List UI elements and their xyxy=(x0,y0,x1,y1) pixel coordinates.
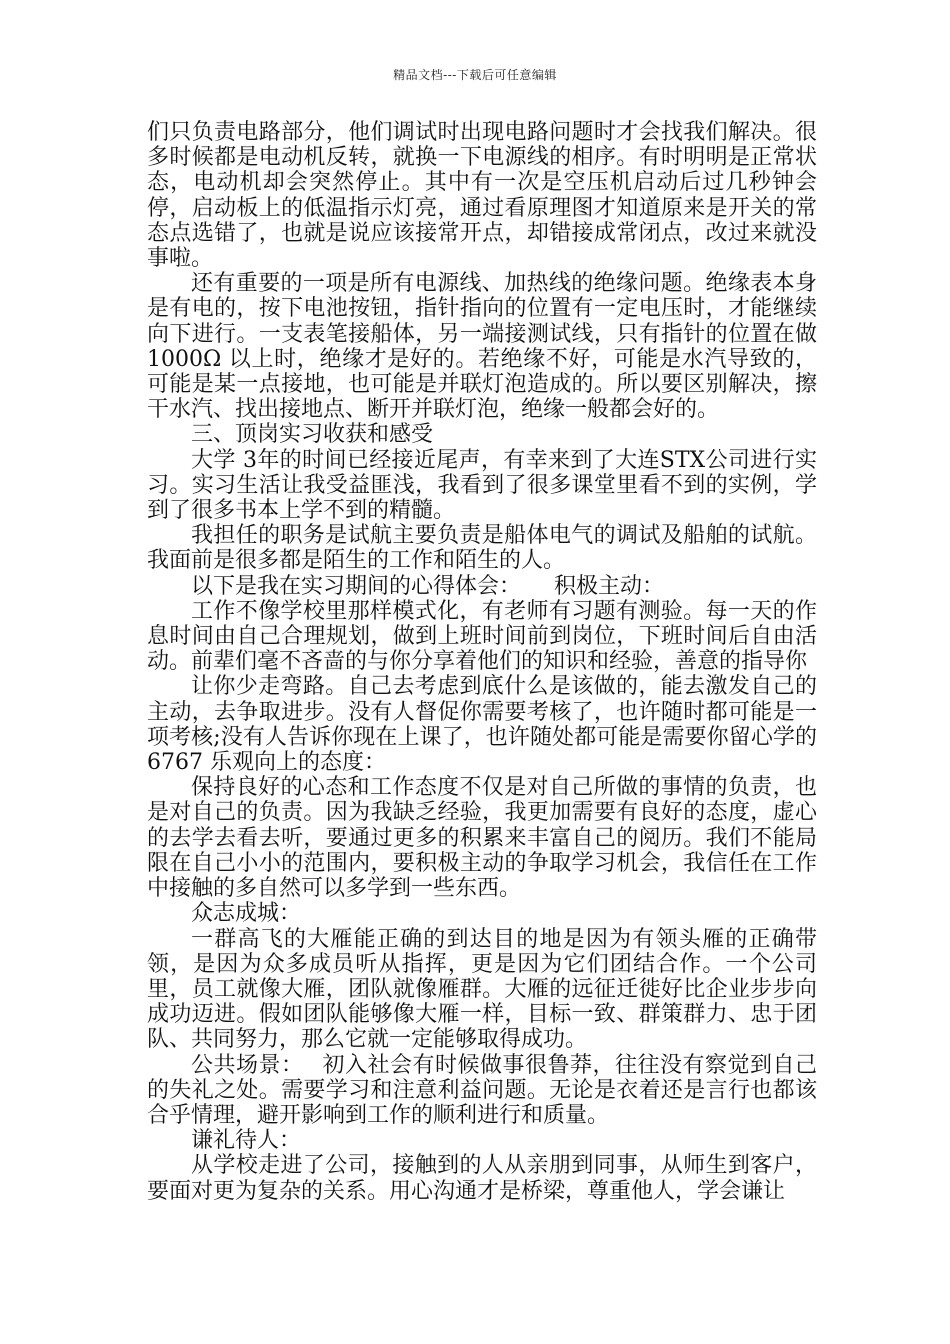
subheading: 众志成城： xyxy=(191,901,302,927)
paragraph: 还有重要的一项是所有电源线、加热线的绝缘问题。绝缘表本身是有电的，按下电池按钮，指针指向的位置有一定电压时，才能继续向下进行。一支表笔接船体，另一端接测试线，只有指针的位置在做1000Ω 以上时，绝缘才是好的。若绝缘不好，可能是水汽导致的，可能是某一点接地，也可能是并联灯泡造成的。所以要区别解决，擦干水汽、找出接地点、断开并联灯泡，绝缘一般都会好的。 xyxy=(147,271,817,423)
paragraph: 大学 3年的时间已经接近尾声，有幸来到了大连STX公司进行实习。实习生活让我受益匪浅，我看到了很多课堂里看不到的实例，学到了很多书本上学不到的精髓。 xyxy=(147,447,817,524)
section-heading: 三、顶岗实习收获和感受 xyxy=(191,422,434,448)
paragraph: 我担任的职务是试航主要负责是船体电气的调试及船舶的试航。我面前是很多都是陌生的工作和陌生的人。 xyxy=(147,523,817,574)
document-body xyxy=(147,120,817,1204)
paragraph: 工作不像学校里那样模式化，有老师有习题有测验。每一天的作息时间由自己合理规划，做到上班时间前到岗位，下班时间后自由活动。前辈们毫不吝啬的与你分享着他们的知识和经验，善意的指导你 xyxy=(147,598,817,675)
paragraph: 保持良好的心态和工作态度不仅是对自己所做的事情的负责，也是对自己的负责。因为我缺乏经验，我更加需要有良好的态度，虚心的去学去看去听，要通过更多的积累来丰富自己的阅历。我们不能局限在自己小小的范围内，要积极主动的争取学习机会，我信任在工作中接触的多自然可以多学到一些东西。 xyxy=(147,775,817,902)
paragraph: 一群高飞的大雁能正确的到达目的地是因为有领头雁的正确带领，是因为众多成员听从指挥，更是因为它们团结合作。一个公司里，员工就像大雁，团队就像雁群。大雁的远征迁徙好比企业步步向成功迈进。假如团队能够像大雁一样，目标一致、群策群力、忠于团队、共同努力，那么它就一定能够取得成功。 xyxy=(147,926,817,1053)
paragraph: 们只负责电路部分，他们调试时出现电路问题时才会找我们解决。很多时候都是电动机反转，就换一下电源线的相序。有时明明是正常状态，电动机却会突然停止。其中有一次是空压机启动后过几秒钟会停，启动板上的低温指示灯亮，通过看原理图才知道原来是开关的常态点选错了，也就是说应该接常开点，却错接成常闭点，改过来就没事啦。 xyxy=(147,120,817,272)
subheading: 谦礼待人： xyxy=(191,1128,302,1154)
paragraph: 让你少走弯路。自己去考虑到底什么是该做的，能去激发自己的主动，去争取进步。没有人督促你需要考核了，也许随时都可能是一项考核;没有人告诉你现在上课了，也许随处都可能是需要你留心学的6767 乐观向上的态度： xyxy=(147,674,817,776)
paragraph: 公共场景： 初入社会有时候做事很鲁莽，往往没有察觉到自己的失礼之处。需要学习和注意利益问题。无论是衣着还是言行也都该合乎情理，避开影响到工作的顺利进行和质量。 xyxy=(147,1052,817,1128)
paragraph: 以下是我在实习期间的心得体会： 积极主动： xyxy=(191,573,665,599)
paragraph: 从学校走进了公司，接触到的人从亲朋到同事，从师生到客户，要面对更为复杂的关系。用心沟通才是桥梁，尊重他人，学会谦让 xyxy=(147,1153,817,1204)
page-header: 精品文档---下载后可任意编辑 xyxy=(393,68,557,82)
